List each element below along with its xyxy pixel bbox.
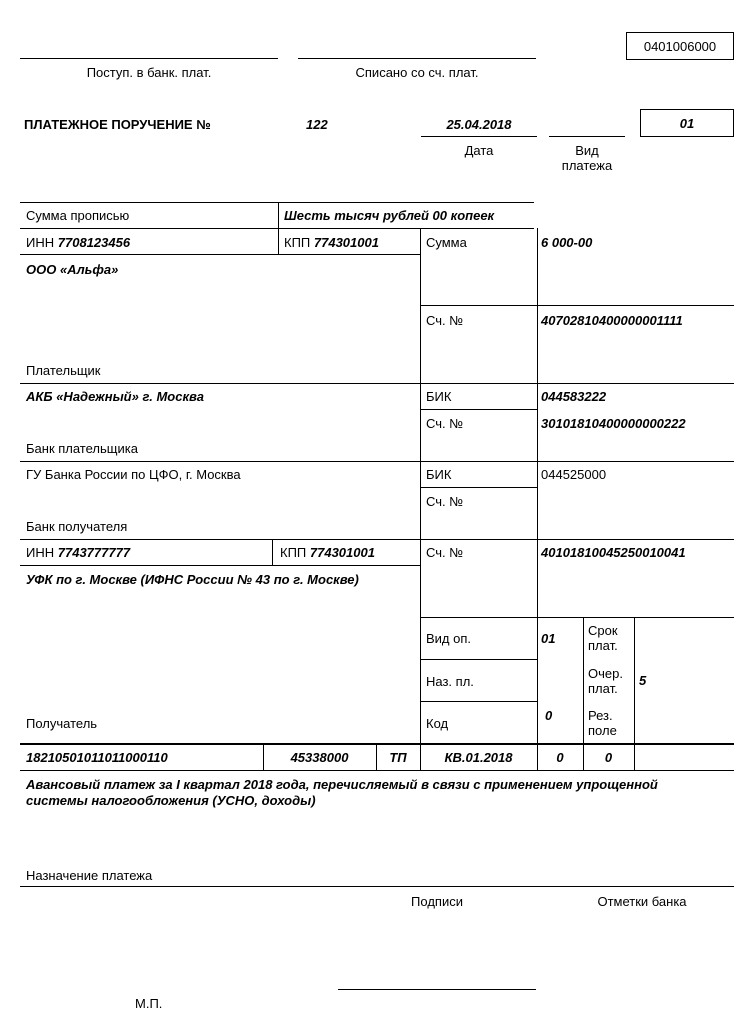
grid-line <box>420 487 537 488</box>
sum-label: Сумма <box>426 235 467 250</box>
payee-bank-account-label: Сч. № <box>426 494 464 509</box>
form-code-box <box>626 32 734 60</box>
payee-account-value: 40101810045250010041 <box>541 545 686 560</box>
kbk-value: 18210501011011000110 <box>26 750 168 765</box>
grid-line <box>20 565 420 566</box>
payee-bank-bik-label: БИК <box>426 467 452 482</box>
payer-bank-account-label: Сч. № <box>426 416 464 431</box>
grid-line <box>420 659 537 660</box>
payee-kpp <box>280 545 375 560</box>
grid-line <box>20 770 734 771</box>
payee-label: Получатель <box>26 716 98 731</box>
amount-words-label: Сумма прописью <box>26 208 130 223</box>
purpose-line-2: системы налогообложения (УСНО, доходы) <box>26 793 316 808</box>
purpose-code-label: Наз. пл. <box>426 674 474 689</box>
doc-date-value: 0 <box>604 750 613 765</box>
code-label: Код <box>426 716 449 731</box>
res-label: Рез. поле <box>588 708 617 738</box>
payer-bank-bik-value: 044583222 <box>541 389 607 404</box>
payer-inn-value: 7708123456 <box>57 235 131 250</box>
code-value: 0 <box>545 708 553 723</box>
grid-line <box>20 461 734 462</box>
purpose-label: Назначение платежа <box>26 868 153 883</box>
signature-line <box>338 989 536 990</box>
due-label: Срок плат. <box>588 623 618 653</box>
payer-label: Плательщик <box>26 363 101 378</box>
debited-line <box>298 58 536 59</box>
date-label: Дата <box>464 143 494 158</box>
grid-line <box>583 617 584 743</box>
received-line <box>20 58 278 59</box>
signatures-label: Подписи <box>411 894 463 909</box>
sum-value: 6 000-00 <box>541 235 593 250</box>
payee-bank-label: Банк получателя <box>26 519 128 534</box>
grid-line <box>420 617 734 618</box>
payer-kpp-label: КПП <box>284 235 311 250</box>
payer-inn <box>26 235 130 250</box>
op-type-label: Вид оп. <box>426 631 472 646</box>
payer-name: ООО «Альфа» <box>26 262 119 277</box>
doc-number-value: 0 <box>556 750 564 765</box>
date-line <box>421 136 537 137</box>
purpose-line-1: Авансовый платеж за I квартал 2018 года, перечисляемый в связи с применением упрощенной <box>26 777 658 792</box>
document-number: 122 <box>306 117 328 132</box>
payee-inn-value: 7743777777 <box>57 545 131 560</box>
period-value: КВ.01.2018 <box>444 750 513 765</box>
payer-bank-label: Банк плательщика <box>26 441 138 456</box>
grid-line <box>278 228 279 254</box>
grid-line <box>20 539 734 540</box>
payer-bank-account-value: 30101810400000000222 <box>541 416 686 431</box>
document-date: 25.04.2018 <box>446 117 512 132</box>
grid-line <box>420 701 537 702</box>
payee-inn-label: ИНН <box>26 545 55 560</box>
grid-line <box>272 539 273 565</box>
payer-bank-name: АКБ «Надежный» г. Москва <box>26 389 204 404</box>
status-code-box <box>640 109 734 137</box>
grid-line <box>20 886 734 887</box>
payer-account-value: 40702810400000001111 <box>541 313 683 328</box>
payee-bank-name: ГУ Банка России по ЦФО, г. Москва <box>26 467 241 482</box>
order-label: Очер. плат. <box>588 666 623 696</box>
payment-type-line <box>549 136 625 137</box>
payer-kpp <box>284 235 379 250</box>
payer-bank-bik-label: БИК <box>426 389 452 404</box>
grid-line <box>20 228 534 229</box>
payee-bank-bik-value: 044525000 <box>541 467 607 482</box>
payer-inn-label: ИНН <box>26 235 55 250</box>
grid-line <box>20 254 420 255</box>
payee-name: УФК по г. Москве (ИФНС России № 43 по г. Москве) <box>26 572 359 587</box>
op-type-value: 01 <box>541 631 556 646</box>
grid-line <box>278 202 279 228</box>
grid-line <box>634 743 635 770</box>
grid-line <box>420 305 734 306</box>
payment-type-label: Вид платежа <box>561 143 613 173</box>
document-title: ПЛАТЕЖНОЕ ПОРУЧЕНИЕ № <box>24 117 211 132</box>
form-code: 0401006000 <box>643 39 717 54</box>
grid-line <box>20 202 534 203</box>
grid-line <box>20 383 734 384</box>
basis-value: ТП <box>389 750 407 765</box>
payee-inn <box>26 545 130 560</box>
order-value: 5 <box>639 673 647 688</box>
bank-marks-label: Отметки банка <box>597 894 687 909</box>
grid-line <box>20 743 734 745</box>
payer-kpp-value: 774301001 <box>313 235 379 250</box>
debited-label: Списано со сч. плат. <box>355 65 479 80</box>
payee-kpp-label: КПП <box>280 545 307 560</box>
amount-words-value: Шесть тысяч рублей 00 копеек <box>284 208 495 223</box>
received-label: Поступ. в банк. плат. <box>86 65 212 80</box>
payee-kpp-value: 774301001 <box>309 545 375 560</box>
oktmo-value: 45338000 <box>290 750 349 765</box>
payer-account-label: Сч. № <box>426 313 464 328</box>
grid-line <box>634 617 635 743</box>
stamp-label: М.П. <box>135 996 163 1011</box>
status-code: 01 <box>679 116 695 131</box>
grid-line <box>420 409 537 410</box>
payee-account-label: Сч. № <box>426 545 464 560</box>
